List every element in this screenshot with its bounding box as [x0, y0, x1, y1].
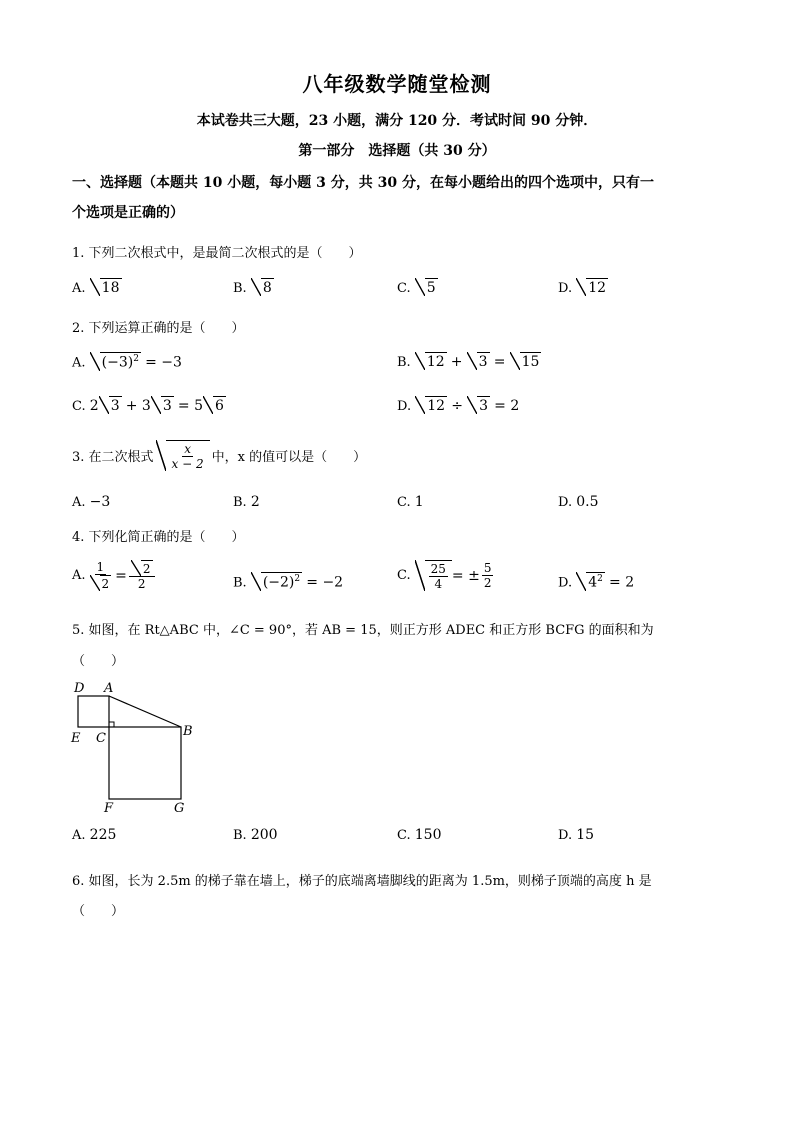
- q5-option-a[interactable]: A. 225: [72, 827, 117, 843]
- label-f: F: [104, 801, 114, 816]
- hypotenuse-ab: [109, 696, 181, 727]
- question-2-stem: 2. 下列运算正确的是（ ）: [72, 321, 245, 336]
- sqrt-symbol: 15: [510, 352, 542, 370]
- q1-option-d[interactable]: [558, 278, 608, 296]
- q2-option-c[interactable]: C. 2 3 + 3 3 = 5 6: [72, 398, 224, 414]
- q2-option-a-label: A.: [72, 355, 86, 371]
- square-adec: [78, 696, 109, 727]
- question-6-paren: （ ）: [72, 904, 125, 919]
- q2-option-b[interactable]: B. 12 + 3 = 15: [397, 354, 540, 370]
- q3-option-c[interactable]: C. 1: [397, 494, 424, 510]
- question-5-paren: （ ）: [72, 654, 125, 669]
- q5-option-b[interactable]: B. 200: [233, 827, 278, 843]
- sqrt-symbol: 6: [203, 396, 226, 414]
- q4-a-fraction-left: $\frac{1}{2}$: [88, 560, 114, 591]
- section-heading: [72, 168, 728, 228]
- sqrt-symbol: 2: [90, 575, 112, 591]
- q1-option-a-label: A.: [72, 281, 86, 296]
- q4-option-c[interactable]: C. $\frac{25}{4}$ = ± $\frac{5}{2}$: [397, 561, 492, 591]
- q5-option-d[interactable]: D. 15: [558, 827, 595, 843]
- q4-a-fraction-right: $\frac{2}{2}$: [129, 560, 155, 591]
- q4-option-b[interactable]: B. $(-2)^2 = -2$: [233, 574, 344, 591]
- q5-option-c[interactable]: C. 150: [397, 827, 442, 843]
- q1-option-a[interactable]: [72, 278, 122, 296]
- question-4-stem: 4. 下列化简正确的是（ ）: [72, 530, 245, 545]
- page-title: 八年级数学随堂检测: [302, 72, 492, 96]
- q1-option-c[interactable]: [397, 278, 438, 296]
- label-b: B: [183, 724, 193, 739]
- sqrt-symbol: 2: [131, 560, 153, 576]
- q2-option-d-label: D.: [397, 399, 412, 414]
- label-d: D: [74, 681, 85, 696]
- q4-option-a[interactable]: A. $\frac{1}{2}$ = $\frac{2}{2}$: [72, 560, 157, 591]
- sqrt-symbol: 3: [467, 352, 490, 370]
- q1-option-c-radicand: 5: [426, 280, 436, 296]
- q2-option-a-tail: = −3: [145, 354, 182, 371]
- q1-option-d-label: D.: [558, 281, 573, 296]
- part-heading: 第一部分 选择题（共 30 分）: [298, 143, 496, 159]
- q2-option-a[interactable]: [72, 352, 182, 371]
- sqrt-symbol: 3: [467, 396, 490, 414]
- sqrt-symbol: $4^2$: [576, 572, 605, 591]
- question-6-stem: 6. 如图，长为 2.5m 的梯子靠在墙上，梯子的底端离墙脚线的距离为 1.5m，则梯子顶端的高度 h 是: [72, 874, 652, 889]
- sqrt-symbol: [415, 278, 438, 296]
- q1-option-c-label: C.: [397, 281, 411, 296]
- right-angle-mark: [109, 722, 114, 727]
- q4-c-fraction-left: $\frac{25}{4}$: [430, 562, 446, 591]
- sqrt-symbol: 3: [99, 396, 122, 414]
- section-heading-line2: 个选项是正确的）: [72, 205, 184, 221]
- q2-option-b-label: B.: [397, 355, 411, 370]
- q3-fraction: $\frac{x}{x - 2}$: [171, 442, 204, 471]
- label-c: C: [96, 731, 106, 746]
- label-e: E: [71, 731, 81, 746]
- section-heading-line1: 一、选择题（本题共 10 小题，每小题 3 分，共 30 分，在每小题给出的四个选项中，只有一: [72, 175, 654, 191]
- label-a: A: [104, 681, 114, 696]
- sqrt-symbol: $(-3)^2$: [90, 352, 141, 371]
- q1-option-b-radicand: 8: [262, 280, 272, 296]
- question-3-stem: 3. 在二次根式 $\frac{x}{x - 2}$ 中，x 的值可以是（ ）: [72, 442, 367, 471]
- label-g: G: [174, 801, 185, 816]
- sqrt-symbol: 3: [151, 396, 174, 414]
- q2-option-d[interactable]: D. 12 ÷ 3 = 2: [397, 398, 520, 414]
- sqrt-symbol: 12: [415, 352, 447, 370]
- q1-option-d-radicand: 12: [588, 280, 607, 296]
- question-1-stem: 1. 下列二次根式中，是最简二次根式的是（ ）: [72, 246, 362, 261]
- sqrt-symbol: [576, 278, 608, 296]
- q1-option-b-label: B.: [233, 281, 247, 296]
- sqrt-symbol: [251, 278, 274, 296]
- q2-option-c-label: C.: [72, 399, 86, 414]
- sqrt-symbol: [415, 560, 452, 591]
- square-bcfg: [109, 727, 181, 799]
- q4-option-d[interactable]: D. $4^2 = 2$: [558, 574, 635, 591]
- q4-c-fraction-right: $\frac{5}{2}$: [483, 561, 492, 590]
- sqrt-symbol: $(-2)^2$: [251, 572, 302, 591]
- question-5-stem: 5. 如图，在 Rt△ABC 中，∠C = 90°，若 AB = 15，则正方形 ADEC 和正方形 BCFG 的面积和为: [72, 623, 654, 638]
- q3-option-a[interactable]: A. −3: [72, 494, 111, 510]
- q3-option-b[interactable]: B. 2: [233, 494, 260, 510]
- q5-figure: [68, 676, 198, 816]
- q1-option-b[interactable]: [233, 278, 274, 296]
- sqrt-symbol: 12: [415, 396, 447, 414]
- q1-option-a-radicand: 18: [101, 280, 120, 296]
- exam-info: 本试卷共三大题，23 小题，满分 120 分．考试时间 90 分钟．: [196, 113, 598, 129]
- sqrt-symbol: [90, 278, 122, 296]
- q3-option-d[interactable]: D. 0.5: [558, 494, 599, 510]
- sqrt-symbol: [156, 440, 210, 471]
